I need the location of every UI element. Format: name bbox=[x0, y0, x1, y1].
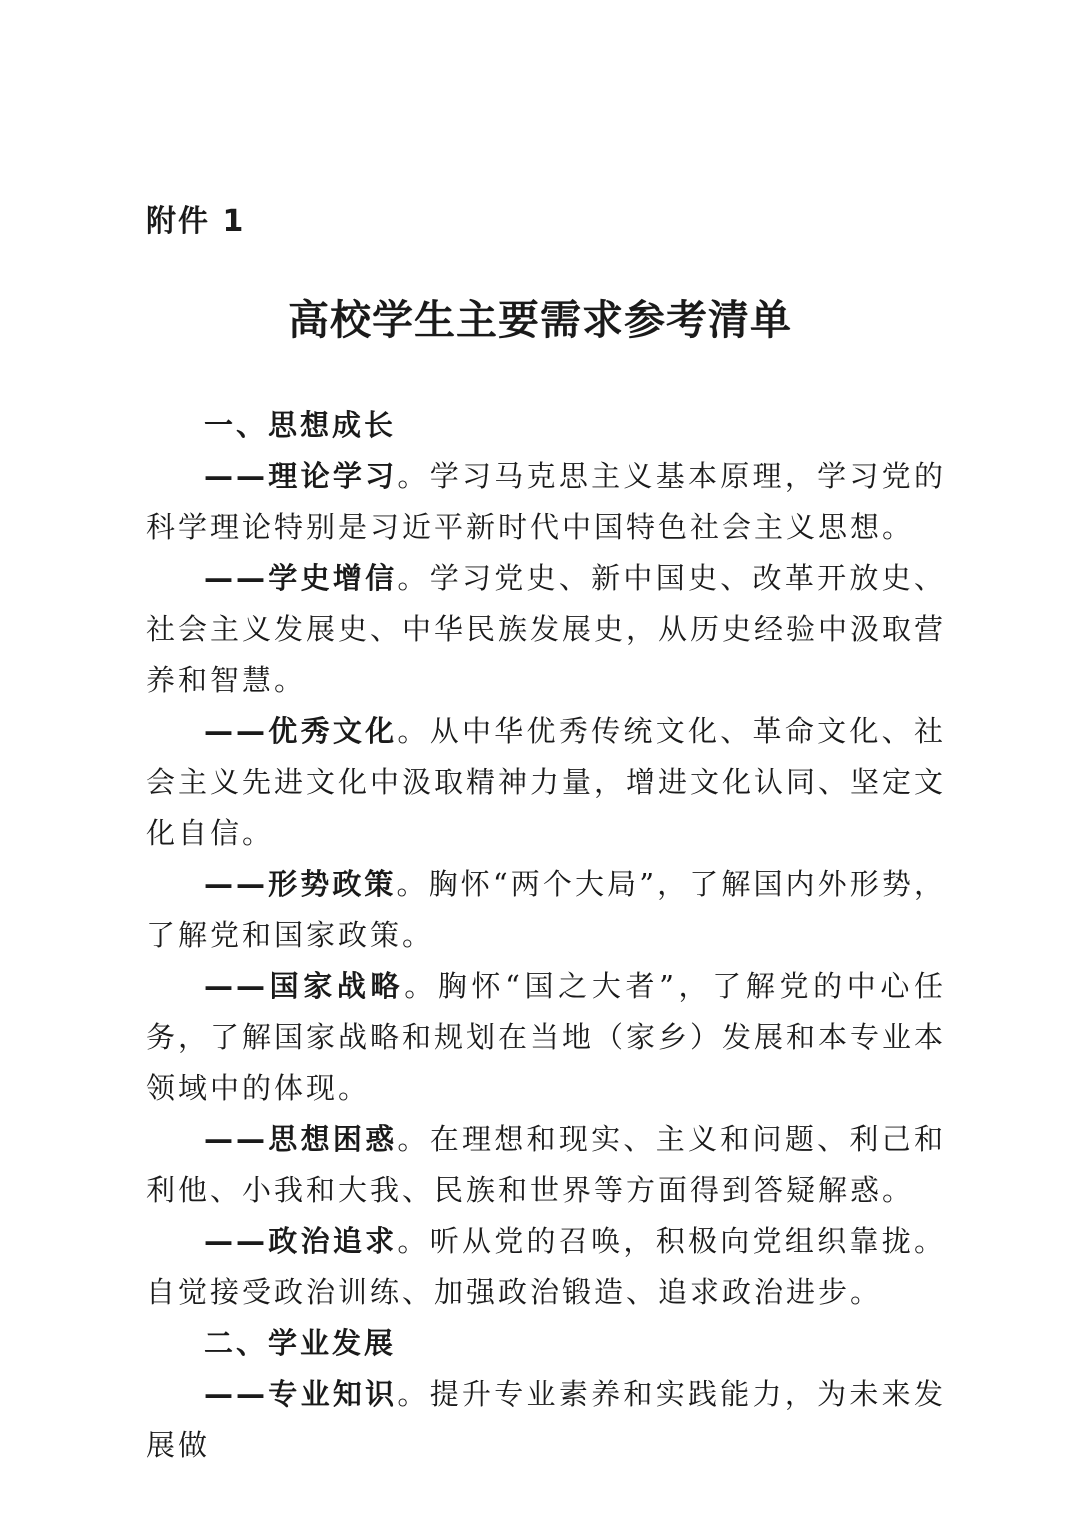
document-title: 高校学生主要需求参考清单 bbox=[288, 296, 792, 344]
item-theory-study bbox=[146, 451, 946, 553]
item-history-study bbox=[146, 553, 946, 706]
item-lead: ——理论学习 bbox=[204, 459, 398, 493]
attachment-label: 附件 1 bbox=[146, 204, 246, 239]
section-heading-thought-growth: 一、思想成长 bbox=[204, 408, 397, 442]
item-text: 。胸怀“两个大局”，了解国内外形势，了解党和国家政策。 bbox=[146, 867, 946, 952]
item-text: 。提升专业素养和实践能力，为未来发展做 bbox=[146, 1377, 946, 1462]
item-lead: ——学史增信 bbox=[204, 561, 398, 595]
item-lead: ——政治追求 bbox=[204, 1224, 398, 1258]
item-ideological-confusion bbox=[146, 1114, 946, 1216]
item-text: 。学习党史、新中国史、改革开放史、社会主义发展史、中华民族发展史，从历史经验中汲取营养和智慧。 bbox=[146, 561, 947, 697]
item-national-strategy bbox=[146, 961, 946, 1114]
item-text: 。从中华优秀传统文化、革命文化、社会主义先进文化中汲取精神力量，增进文化认同、坚定文化自信。 bbox=[146, 714, 947, 850]
item-text: 。学习马克思主义基本原理，学习党的科学理论特别是习近平新时代中国特色社会主义思想。 bbox=[146, 459, 946, 544]
item-text: 。在理想和现实、主义和问题、利己和利他、小我和大我、民族和世界等方面得到答疑解惑。 bbox=[146, 1122, 946, 1207]
document-body bbox=[146, 400, 946, 1471]
item-lead: ——思想困惑 bbox=[204, 1122, 398, 1156]
item-political-pursuit bbox=[146, 1216, 946, 1318]
item-lead: ——专业知识 bbox=[204, 1377, 398, 1411]
item-situation-policy bbox=[146, 859, 946, 961]
item-excellent-culture bbox=[146, 706, 946, 859]
item-text: 。胸怀“国之大者”，了解党的中心任务，了解国家战略和规划在当地（家乡）发展和本专业本领域中的体现。 bbox=[146, 969, 947, 1105]
item-professional-knowledge bbox=[146, 1369, 946, 1471]
item-lead: ——形势政策 bbox=[204, 867, 397, 901]
item-text: 。听从党的召唤，积极向党组织靠拢。自觉接受政治训练、加强政治锻造、追求政治进步。 bbox=[146, 1224, 946, 1309]
section-heading-academic-development: 二、学业发展 bbox=[204, 1326, 397, 1360]
item-lead: ——国家战略 bbox=[204, 969, 405, 1003]
item-lead: ——优秀文化 bbox=[204, 714, 398, 748]
